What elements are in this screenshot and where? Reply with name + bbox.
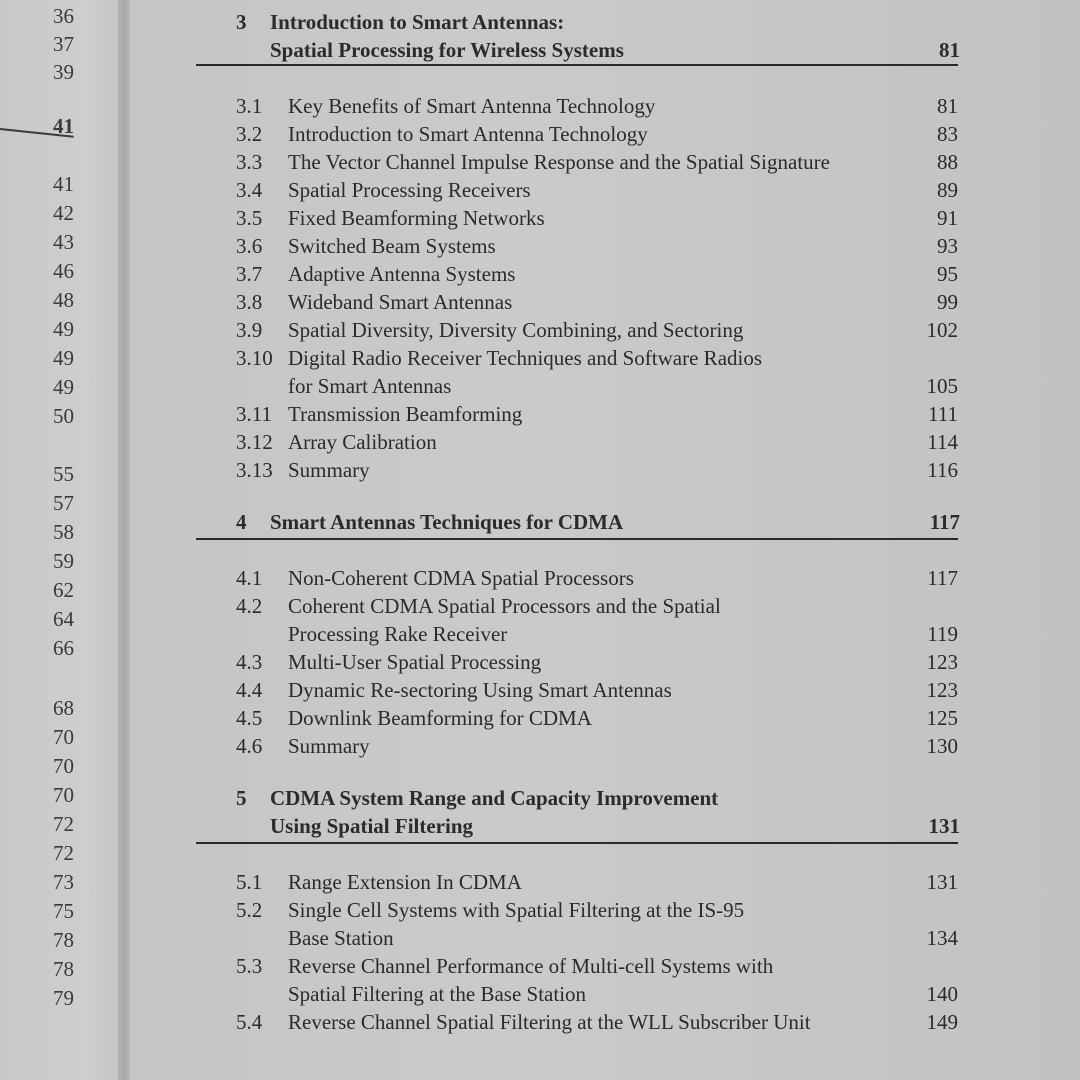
- left-page-number: 68: [53, 696, 74, 720]
- chapter-rule: [196, 538, 958, 540]
- section-title: Spatial Diversity, Diversity Combining, and Sectoring: [288, 318, 744, 342]
- left-page-number: 64: [53, 607, 74, 631]
- left-page-number: 73: [53, 870, 74, 894]
- toc-entry[interactable]: [236, 704, 958, 732]
- section-number: 3.7: [236, 262, 263, 286]
- section-page-number: 119: [927, 622, 958, 646]
- section-title: The Vector Channel Impulse Response and the Spatial Signature: [288, 150, 830, 174]
- section-title: Multi-User Spatial Processing: [288, 650, 542, 674]
- section-page-number: 140: [926, 982, 958, 1006]
- toc-entry[interactable]: [236, 400, 958, 428]
- chapter-rule: [196, 64, 958, 66]
- chapter-number: 5: [236, 786, 247, 810]
- left-page-number: 49: [53, 375, 74, 399]
- section-page-number: 81: [937, 94, 958, 118]
- chapter-heading: [236, 784, 960, 840]
- section-number: 4.2: [236, 594, 263, 618]
- section-number: 3.9: [236, 318, 263, 342]
- section-title: Range Extension In CDMA: [288, 870, 522, 894]
- section-title: Summary: [288, 458, 370, 482]
- toc-entry[interactable]: [236, 344, 958, 400]
- section-page-number: 105: [926, 374, 958, 398]
- chapter-page-number: 81: [939, 38, 960, 62]
- left-page-number: 41: [53, 172, 74, 196]
- toc-entry[interactable]: [236, 648, 958, 676]
- section-title: Dynamic Re-sectoring Using Smart Antennas: [288, 678, 672, 702]
- section-title: Digital Radio Receiver Techniques and Software Radios for Smart Antennas: [288, 346, 763, 398]
- chapter-title: Smart Antennas Techniques for CDMA: [270, 510, 624, 534]
- left-page-number: 70: [53, 754, 74, 778]
- section-page-number: 125: [926, 706, 958, 730]
- left-page-number: 46: [53, 259, 74, 283]
- toc-entry[interactable]: [236, 428, 958, 456]
- left-page-number: 36: [53, 4, 74, 28]
- left-page-number: 79: [53, 986, 74, 1010]
- chapter-number: 4: [236, 510, 247, 534]
- section-page-number: 111: [928, 402, 958, 426]
- left-page-number: 49: [53, 346, 74, 370]
- toc-entry[interactable]: [236, 148, 958, 176]
- section-title: Single Cell Systems with Spatial Filtering at the IS-95 Base Station: [288, 898, 745, 950]
- chapter-heading: [236, 8, 960, 64]
- section-page-number: 95: [937, 262, 958, 286]
- section-title: Wideband Smart Antennas: [288, 290, 513, 314]
- section-page-number: 88: [937, 150, 958, 174]
- section-number: 3.13: [236, 458, 273, 482]
- toc-entry[interactable]: [236, 288, 958, 316]
- left-page-number: 42: [53, 201, 74, 225]
- left-page-number: 48: [53, 288, 74, 312]
- left-page-number: 62: [53, 578, 74, 602]
- toc-entry[interactable]: [236, 260, 958, 288]
- section-title: Non-Coherent CDMA Spatial Processors: [288, 566, 634, 590]
- left-page-number: 49: [53, 317, 74, 341]
- section-title: Adaptive Antenna Systems: [288, 262, 516, 286]
- section-title: Fixed Beamforming Networks: [288, 206, 545, 230]
- toc-entry[interactable]: [236, 456, 958, 484]
- left-page-number: 50: [53, 404, 74, 428]
- toc-entry[interactable]: [236, 1008, 958, 1036]
- section-page-number: 134: [926, 926, 958, 950]
- toc-entry[interactable]: [236, 316, 958, 344]
- left-page-number: 58: [53, 520, 74, 544]
- toc-entry[interactable]: [236, 120, 958, 148]
- left-page-number: 70: [53, 783, 74, 807]
- left-page-number: 59: [53, 549, 74, 573]
- section-page-number: 114: [927, 430, 958, 454]
- section-number: 3.2: [236, 122, 263, 146]
- section-title: Array Calibration: [288, 430, 437, 454]
- section-page-number: 99: [937, 290, 958, 314]
- section-number: 3.5: [236, 206, 263, 230]
- left-page-number: 57: [53, 491, 74, 515]
- left-page-number: 72: [53, 812, 74, 836]
- section-number: 4.4: [236, 678, 263, 702]
- section-page-number: 102: [926, 318, 958, 342]
- section-page-number: 123: [926, 650, 958, 674]
- left-page-number: 75: [53, 899, 74, 923]
- left-page-number: 39: [53, 60, 74, 84]
- section-page-number: 116: [927, 458, 958, 482]
- section-title: Spatial Processing Receivers: [288, 178, 531, 202]
- section-title: Reverse Channel Spatial Filtering at the WLL Subscriber Unit: [288, 1010, 811, 1034]
- section-number: 4.1: [236, 566, 263, 590]
- left-page-number: 43: [53, 230, 74, 254]
- toc-entry[interactable]: [236, 204, 958, 232]
- section-number: 3.8: [236, 290, 263, 314]
- left-page-number: 66: [53, 636, 74, 660]
- chapter-heading: [236, 508, 960, 536]
- section-page-number: 93: [937, 234, 958, 258]
- section-number: 3.12: [236, 430, 273, 454]
- section-title: Introduction to Smart Antenna Technology: [288, 122, 648, 146]
- toc-entry[interactable]: [236, 952, 958, 1008]
- section-page-number: 149: [926, 1010, 958, 1034]
- section-number: 3.11: [236, 402, 272, 426]
- section-number: 4.3: [236, 650, 263, 674]
- section-page-number: 83: [937, 122, 958, 146]
- section-number: 5.4: [236, 1010, 263, 1034]
- chapter-number: 3: [236, 10, 247, 34]
- section-title: Summary: [288, 734, 370, 758]
- toc-entry[interactable]: [236, 732, 958, 760]
- section-number: 4.5: [236, 706, 263, 730]
- chapter-rule: [196, 842, 958, 844]
- left-page-number: 55: [53, 462, 74, 486]
- toc-entry[interactable]: [236, 868, 958, 896]
- section-page-number: 117: [927, 566, 958, 590]
- toc-entry[interactable]: [236, 676, 958, 704]
- section-number: 3.6: [236, 234, 263, 258]
- toc-entry[interactable]: [236, 564, 958, 592]
- toc-entry[interactable]: [236, 232, 958, 260]
- section-title: Coherent CDMA Spatial Processors and the Spatial Processing Rake Receiver: [288, 594, 721, 646]
- section-page-number: 123: [926, 678, 958, 702]
- section-page-number: 91: [937, 206, 958, 230]
- left-page-number: 41: [53, 114, 74, 138]
- chapter-title: CDMA System Range and Capacity Improvement Using Spatial Filtering: [270, 786, 719, 838]
- section-number: 3.10: [236, 346, 273, 370]
- section-title: Key Benefits of Smart Antenna Technology: [288, 94, 656, 118]
- toc-entry[interactable]: [236, 92, 958, 120]
- chapter-page-number: 117: [929, 510, 960, 534]
- left-page-number: 70: [53, 725, 74, 749]
- section-number: 3.4: [236, 178, 263, 202]
- left-page-number: 37: [53, 32, 74, 56]
- toc-entry[interactable]: [236, 592, 958, 648]
- section-number: 3.1: [236, 94, 263, 118]
- section-number: 4.6: [236, 734, 263, 758]
- toc-entry[interactable]: [236, 896, 958, 952]
- section-number: 3.3: [236, 150, 263, 174]
- section-number: 5.2: [236, 898, 263, 922]
- section-page-number: 130: [926, 734, 958, 758]
- section-number: 5.1: [236, 870, 263, 894]
- section-title: Reverse Channel Performance of Multi-cell Systems with Spatial Filtering at the Base Station: [288, 954, 774, 1006]
- section-page-number: 131: [926, 870, 958, 894]
- section-title: Switched Beam Systems: [288, 234, 496, 258]
- left-page-number: 78: [53, 928, 74, 952]
- chapter-page-number: 131: [928, 814, 960, 838]
- chapter-title: Introduction to Smart Antennas: Spatial Processing for Wireless Systems: [270, 10, 624, 62]
- section-page-number: 89: [937, 178, 958, 202]
- section-title: Downlink Beamforming for CDMA: [288, 706, 592, 730]
- toc-entry[interactable]: [236, 176, 958, 204]
- section-title: Transmission Beamforming: [288, 402, 523, 426]
- left-page-number: 72: [53, 841, 74, 865]
- left-page-number: 78: [53, 957, 74, 981]
- section-number: 5.3: [236, 954, 263, 978]
